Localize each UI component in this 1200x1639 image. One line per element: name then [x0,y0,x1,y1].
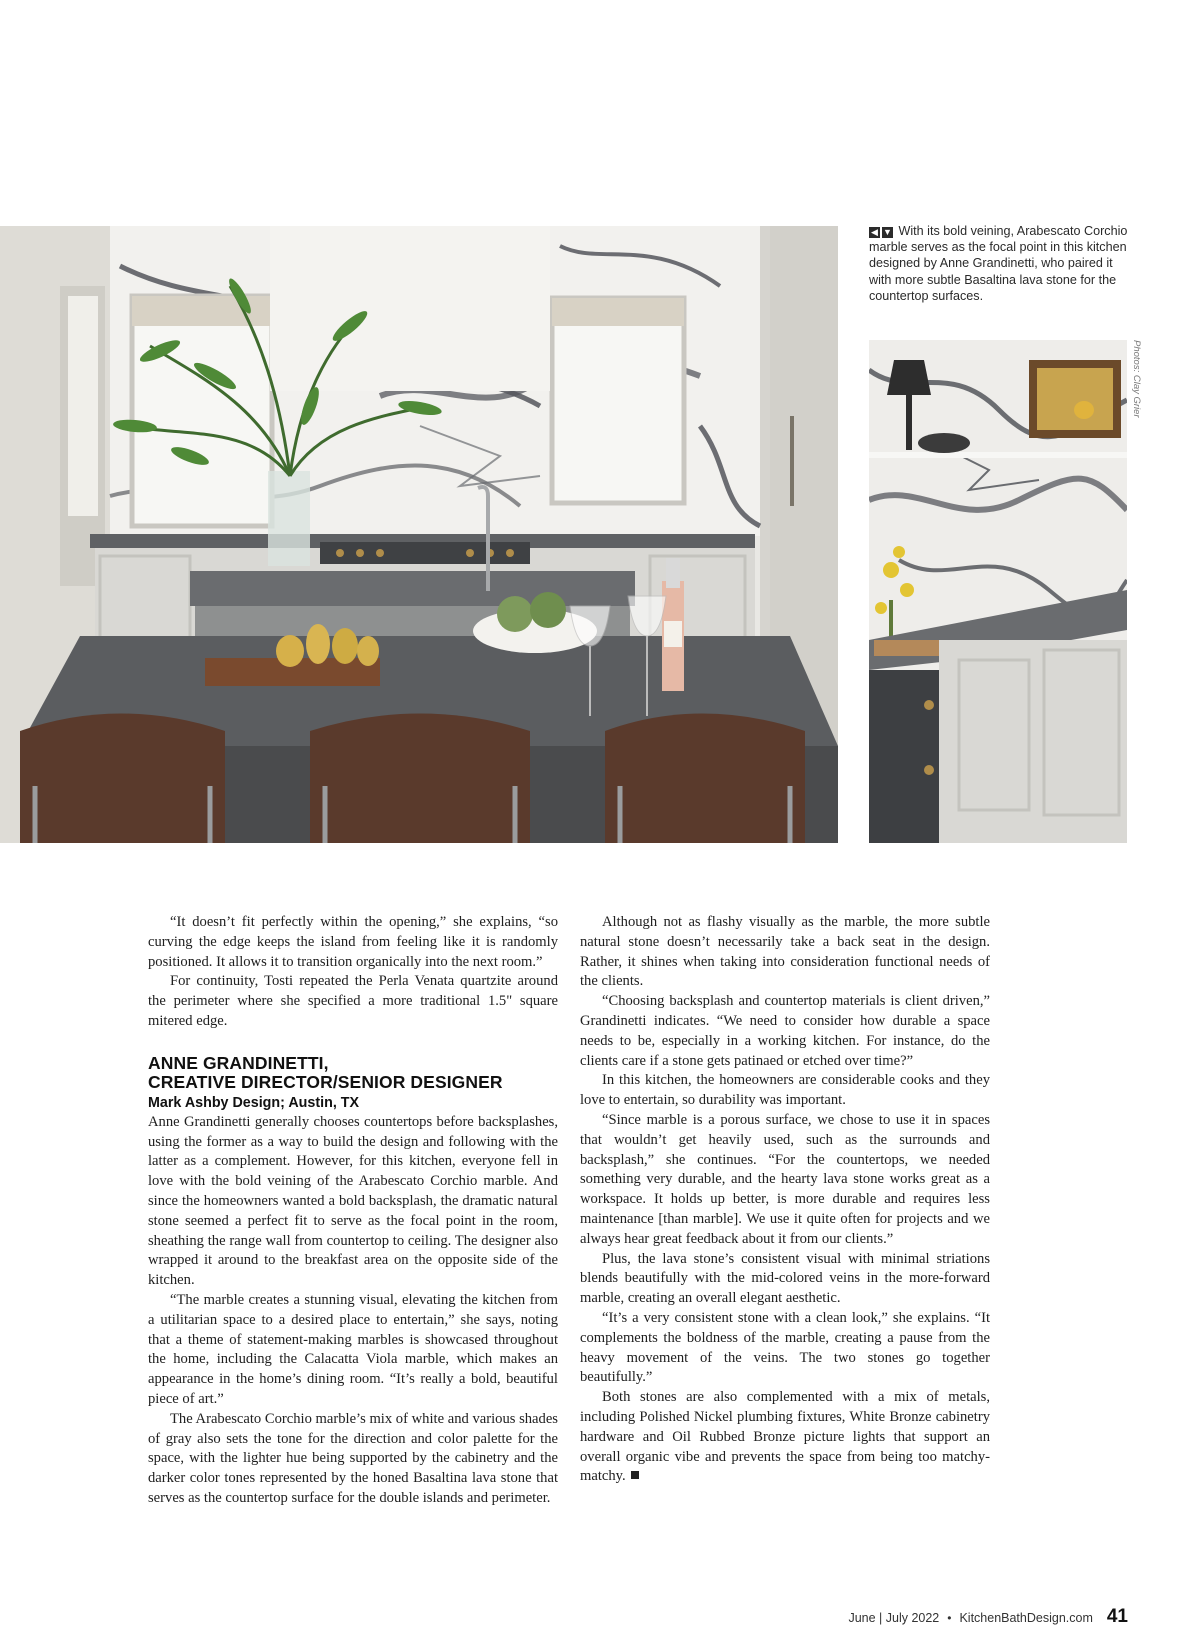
article-column-left [148,913,558,1509]
body-paragraph: Plus, the lava stone’s consistent visual with minimal striations blends beautifully with the mid-colored veins in the more-forward marble, creating an overall elegant aesthetic. [580,1250,990,1307]
arrow-down-box-icon: ▼ [883,227,892,237]
article-column-right [580,913,990,1487]
body-paragraph: Although not as flashy visually as the marble, the more subtle natural stone doesn’t necessarily take a back seat in the design. Rather, it shines when taking into consideration functional needs of the clients. [580,914,990,990]
photo-credit: Photos: Clay Grier [1131,340,1142,418]
body-paragraph: The Arabescato Corchio marble’s mix of white and various shades of gray also sets the tone for the direction and color palette for the space, with the lighter hue being supported by the cabinetry and the darker color tones represented by the honed Basaltina lava stone that serves as the countertop surface for the double islands and perimeter. [148,1410,558,1506]
body-paragraph: “Choosing backsplash and countertop materials is client driven,” Grandinetti indicates. “We need to consider how durable a space needs to be, especially in a working kitchen. For instance, do the clients care if a stone gets patinaed or etched over time?” [580,993,990,1069]
body-paragraph: Anne Grandinetti generally chooses countertops before backsplashes, using the former as a way to build the design and following with the latter as a complement. However, for this kitchen, everyone fell in love with the bold veining of the Arabescato Corchio marble. And since the homeowners wanted a bold backsplash, the dramatic natural stone seemed a perfect fit to serve as the focal point in the room, sheathing the range wall from countertop to ceiling. The designer also wrapped it around to the breakfast area on the opposite side of the kitchen. [148,1113,558,1289]
section-heading-name: ANNE GRANDINETTI, [148,1052,329,1073]
body-paragraph: “It doesn’t fit perfectly within the opening,” she explains, “so curving the edge keeps the island from feeling like it is randomly positioned. It allows it to transition organically into the next room.” [148,914,558,970]
footer-separator: • [947,1611,952,1625]
issue-date: June | July 2022 [848,1611,940,1625]
body-paragraph: “It’s a very consistent stone with a clean look,” she explains. “It complements the boldness of the marble, creating a pause from the heavy movement of the veins. The two stones go together beautifully.” [580,1309,990,1386]
body-paragraph: For continuity, Tosti repeated the Perla Venata quartzite around the perimeter where she specified a more traditional 1.5" square mitered edge. [148,973,558,1029]
kitchen-island-illustration [0,226,838,843]
body-paragraph: “Since marble is a porous surface, we chose to use it in spaces that wouldn’t get heavily used, such as the surrounds and backsplash,” she continues. “For the countertops, we needed something very durable, and the hearty lava stone works great as a workspace. It holds up better, is more durable and requires less maintenance [than marble]. We use it quite often for projects and we always hear great feedback about it from our clients.” [580,1111,990,1247]
photo-caption [869,223,1131,304]
section-heading-title: CREATIVE DIRECTOR/SENIOR DESIGNER [148,1071,503,1092]
last-paragraph-text: Both stones are also complemented with a mix of metals, including Polished Nickel plumbing fixtures, White Bronze cabinetry hardware and Oil Rubbed Bronze picture lights that support an overall organic vibe and prevents the space from being too matchy-matchy. [580,1389,990,1485]
body-paragraph-last [580,1388,990,1487]
breakfast-area-illustration [869,340,1127,843]
section-heading [148,1054,558,1092]
website-link[interactable]: KitchenBathDesign.com [959,1611,1093,1625]
caption-text: With its bold veining, Arabescato Corchio marble serves as the focal point in this kitchen designed by Anne Grandinetti, who paired it with more subtle Basaltina lava stone for the countertop surfaces. [869,224,1128,303]
arrow-left-box-icon: ◀ [869,227,880,238]
section-subheading: Mark Ashby Design; Austin, TX [148,1094,360,1111]
end-mark-icon [631,1471,639,1479]
breakfast-area-photo [869,340,1127,843]
body-paragraph: “The marble creates a stunning visual, elevating the kitchen from a utilitarian space to a desired place to entertain,” she says, noting that a theme of statement-making marbles is showcased throughout the home, including the Calacatta Viola marble, which makes an appearance in the home’s dining room. “It’s really a bold, beautiful piece of art.” [148,1291,558,1407]
body-paragraph: In this kitchen, the homeowners are considerable cooks and they love to entertain, so durability was important. [580,1072,990,1109]
kitchen-island-photo [0,226,838,843]
page-number: 41 [1106,1606,1128,1627]
page-footer [848,1606,1128,1628]
